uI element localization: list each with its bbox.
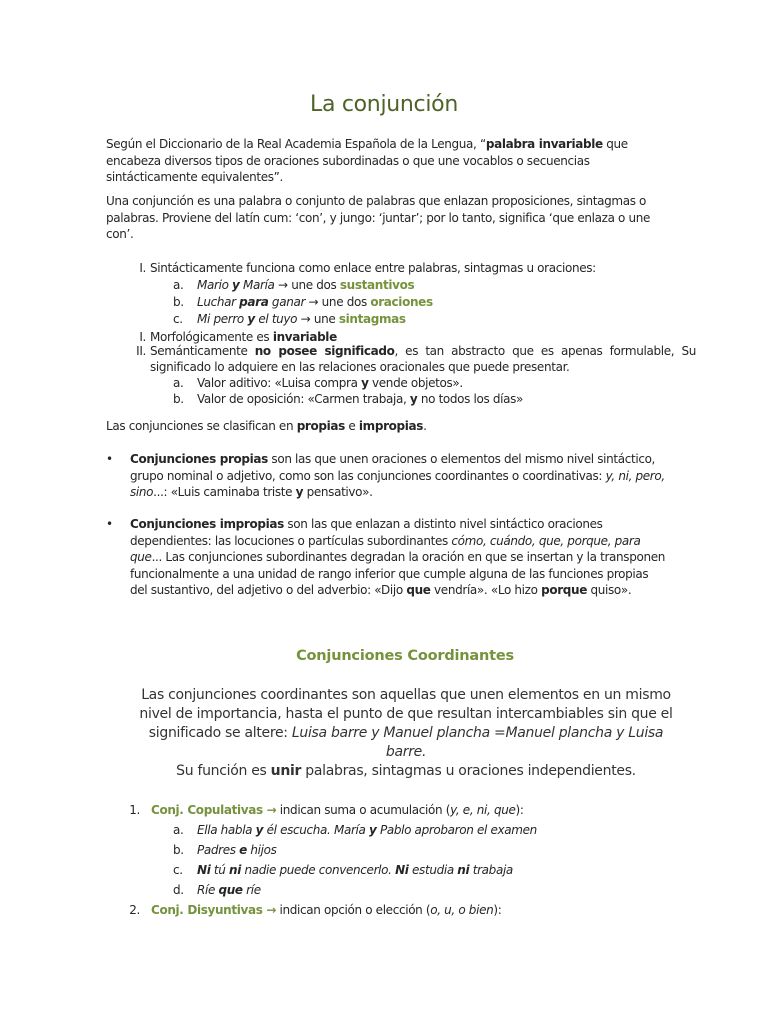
example-text: hijos [246,843,277,857]
example-text: Ella habla [197,823,256,837]
value-text-end: no todos los días» [417,392,524,406]
classification-bold: propias [296,419,345,433]
roman-item-text: Morfológicamente es [150,330,273,344]
roman-number: I. [139,261,146,275]
bullet-impropias [106,516,666,599]
bullet-bold: porque [541,583,588,597]
example-text: ganar [268,295,306,309]
sub-letter: c. [173,863,183,877]
roman-item-bold: no posee significado [254,344,395,358]
intro-text-end: que encabeza diversos tipos de oraciones subordinadas o que une vocablos o secuencias sintácticamente equivalentes”. [106,137,628,184]
bullet-bold: y [295,485,304,499]
value-text-end: vende objetos». [368,376,463,390]
sub-item-a [173,277,696,294]
sub-letter: b. [173,392,184,406]
sub-letter: b. [173,295,184,309]
list-item [106,516,666,599]
bullet-text: pensativo». [303,485,373,499]
example-conjunction: que [218,883,243,897]
roman-item-3 [106,344,696,375]
example-conjunction: ni [457,863,470,877]
example-text: ríe [242,883,261,897]
intro-text: Según el Diccionario de la Real Academia Española de la Lengua, “ [106,137,486,151]
example-conjunction: y [369,823,377,837]
roman-item-1 [106,260,696,277]
roman-number: II. [136,344,146,358]
intro-bold-term: palabra invariable [485,137,603,151]
roman-item-2 [106,330,696,344]
roman-item-bold: invariable [272,330,337,344]
type-label: Conj. Copulativas → [151,803,277,817]
example-text: Mario [197,278,233,292]
classification-text: . [423,419,427,433]
bullet-text: vendría». «Lo hizo [430,583,542,597]
section-heading: Conjunciones Coordinantes [296,648,514,664]
category-label: sintagmas [338,312,406,326]
sub-item-d [173,880,666,900]
sub-item-b [173,391,696,407]
example-text: Pablo aprobaron el examen [376,823,537,837]
type-label: Conj. Disyuntivas → [151,903,277,917]
type-text: indican suma o acumulación ( [276,803,451,817]
bullet-icon: • [106,517,113,531]
example-text: Ríe [197,883,219,897]
example-arrow-text: → une dos [305,295,371,309]
example-text: María [239,278,275,292]
coordinantes-list [106,800,666,920]
sub-item-a [173,820,666,840]
example-arrow-text: → une dos [274,278,340,292]
example-text: Padres [197,843,240,857]
classification-bold: impropias [358,419,424,433]
sub-item-a [173,375,696,391]
example-text: nadie puede convencerlo. [240,863,396,877]
bullet-text: quiso». [587,583,632,597]
bullet-term: Conjunciones impropias [130,517,284,531]
bullet-bold: que [406,583,431,597]
classification-text: Las conjunciones se clasifican en [106,419,297,433]
bullet-propias [106,451,666,501]
example-text: trabaja [469,863,513,877]
type-text: indican opción o elección ( [276,903,431,917]
category-label: sustantivos [339,278,415,292]
type-text: ): [493,903,502,917]
definition-text: Las conjunciones coordinantes son aquellas que unen elementos en un mismo nivel de importancia, hasta el punto de que resultan intercambiables sin que el significado se altere: [139,687,673,741]
example-conjunction: y [232,278,240,292]
sub-letter: a. [173,823,184,837]
roman-number: I. [139,330,146,344]
category-label: oraciones [370,295,433,309]
sub-item-b [173,294,696,311]
example-conjunction: Ni [197,863,211,877]
list-number: 2. [129,903,140,917]
coordinantes-definition [130,686,682,781]
example-arrow-text: → une [297,312,339,326]
bullet-text: son las que enlazan a distinto nivel sintáctico oraciones dependientes: las locuciones o partículas subordinantes [130,517,603,548]
roman-item-text: Sintácticamente funciona como enlace entre palabras, sintagmas u oraciones: [150,261,596,275]
example-text: él escucha. María [263,823,370,837]
example-conjunction: y [247,312,255,326]
function-text-end: palabras, sintagmas u oraciones independientes. [301,763,636,779]
definition-paragraph [130,686,682,762]
sub-letter: b. [173,843,184,857]
page-title: La conjunción [310,92,458,117]
sub-letter: d. [173,883,184,897]
classification-text: e [344,419,359,433]
list-item-disyuntivas [106,900,666,920]
sub-letter: a. [173,278,184,292]
type-examples: y, e, ni, que [450,803,516,817]
value-text: Valor aditivo: «Luisa compra [197,376,362,390]
example-text: estudia [408,863,458,877]
value-text: Valor de oposición: «Carmen trabaja, [197,392,410,406]
example-text: Luchar [197,295,240,309]
bullet-text: son las que unen oraciones o elementos del mismo nivel sintáctico, grupo nominal o adjetivo, como son las conjunciones coordinantes o coordinativas: [130,452,656,483]
roman-list [106,260,696,407]
example-conjunction: para [239,295,269,309]
example-text: Mi perro [197,312,248,326]
sub-item-c [173,860,666,880]
classification-paragraph [106,418,666,435]
bullet-text: ... Las conjunciones subordinantes degradan la oración en que se insertan y la transponen funcionalmente a una unidad de rango inferior que cumple alguna de las funciones propias del sustantivo, del adjetivo o del adverbio: «Dijo [130,550,666,597]
type-text: ): [515,803,524,817]
value-conjunction: y [361,376,369,390]
function-paragraph [130,762,682,781]
intro-paragraph-2: Una conjunción es una palabra o conjunto de palabras que enlazan proposiciones, sintagmas o palabras. Proviene del latín cum: ‘con’, y jungo: ‘juntar’; por lo tanto, significa ‘que enlaza o une con’. [106,194,651,241]
bullet-term: Conjunciones propias [130,452,268,466]
list-item [106,451,666,501]
bullet-icon: • [106,452,113,466]
roman-item-text: Semánticamente [150,344,255,358]
sub-letter: c. [173,312,183,326]
sub-item-c [173,311,696,328]
definition-example: Luisa barre y Manuel plancha =Manuel plancha y Luisa barre. [291,725,664,760]
sub-letter: a. [173,376,184,390]
example-conjunction: ni [229,863,241,877]
intro-paragraph-1 [106,136,666,186]
example-text: tú [210,863,230,877]
function-text: Su función es [176,763,271,779]
type-examples: o, u, o bien [430,903,494,917]
example-conjunction: e [239,843,247,857]
bullet-text: ...: «Luis caminaba triste [153,485,296,499]
example-conjunction: y [255,823,264,837]
bullet-italic: y, ni, pero, sino [130,468,665,499]
list-item-copulativas [106,800,666,820]
value-conjunction: y [409,392,418,406]
list-number: 1. [129,803,140,817]
example-text: el tuyo [254,312,298,326]
example-conjunction: Ni [395,863,409,877]
function-bold: unir [270,763,302,779]
roman-item-text-end: , es tan abstracto que es apenas formulable, Su significado lo adquiere en las relaciones oracionales que puede presentar. [150,344,696,374]
bullet-italic: cómo, cuándo, que, porque, para que [130,533,641,564]
sub-item-b [173,840,666,860]
